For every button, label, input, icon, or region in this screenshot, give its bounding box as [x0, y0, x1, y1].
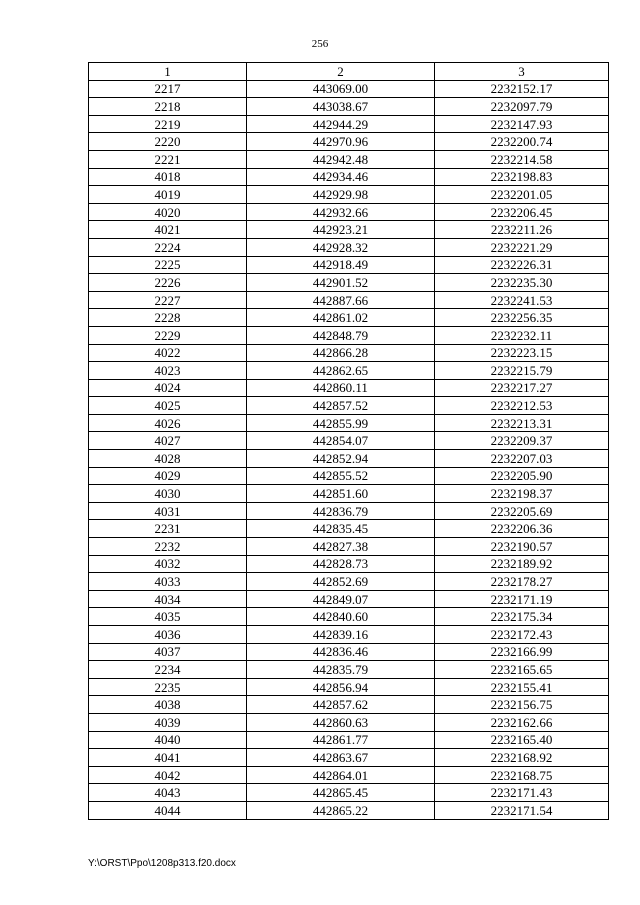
point-number-cell: 4035	[89, 608, 247, 626]
point-number-cell: 2226	[89, 274, 247, 292]
point-number-cell: 4037	[89, 643, 247, 661]
point-number-cell: 2224	[89, 238, 247, 256]
column-header-2: 2	[247, 63, 435, 81]
x-coordinate-cell: 442835.45	[247, 520, 435, 538]
y-coordinate-cell: 2232205.90	[435, 467, 609, 485]
table-row	[89, 450, 609, 468]
x-coordinate-cell: 442934.46	[247, 168, 435, 186]
x-coordinate-cell: 442855.52	[247, 467, 435, 485]
y-coordinate-cell: 2232152.17	[435, 80, 609, 98]
x-coordinate-cell: 442865.22	[247, 801, 435, 819]
y-coordinate-cell: 2232232.11	[435, 326, 609, 344]
point-number-cell: 2229	[89, 326, 247, 344]
table-row	[89, 713, 609, 731]
y-coordinate-cell: 2232200.74	[435, 133, 609, 151]
point-number-cell: 4024	[89, 379, 247, 397]
x-coordinate-cell: 442857.52	[247, 397, 435, 415]
x-coordinate-cell: 442863.67	[247, 749, 435, 767]
point-number-cell: 4032	[89, 555, 247, 573]
x-coordinate-cell: 442851.60	[247, 485, 435, 503]
coordinates-table	[88, 62, 609, 820]
x-coordinate-cell: 442854.07	[247, 432, 435, 450]
point-number-cell: 4029	[89, 467, 247, 485]
x-coordinate-cell: 442887.66	[247, 291, 435, 309]
y-coordinate-cell: 2232235.30	[435, 274, 609, 292]
point-number-cell: 2225	[89, 256, 247, 274]
x-coordinate-cell: 442849.07	[247, 590, 435, 608]
x-coordinate-cell: 442865.45	[247, 784, 435, 802]
point-number-cell: 2217	[89, 80, 247, 98]
table-row	[89, 238, 609, 256]
point-number-cell: 4044	[89, 801, 247, 819]
y-coordinate-cell: 2232171.19	[435, 590, 609, 608]
x-coordinate-cell: 442827.38	[247, 538, 435, 556]
x-coordinate-cell: 443069.00	[247, 80, 435, 98]
table-row	[89, 801, 609, 819]
x-coordinate-cell: 442861.02	[247, 309, 435, 327]
table-row	[89, 168, 609, 186]
table-row	[89, 661, 609, 679]
y-coordinate-cell: 2232178.27	[435, 573, 609, 591]
x-coordinate-cell: 442836.46	[247, 643, 435, 661]
y-coordinate-cell: 2232213.31	[435, 414, 609, 432]
table-row	[89, 397, 609, 415]
point-number-cell: 4031	[89, 502, 247, 520]
table-row	[89, 731, 609, 749]
point-number-cell: 4025	[89, 397, 247, 415]
table-row	[89, 186, 609, 204]
table-row	[89, 643, 609, 661]
table-row	[89, 274, 609, 292]
table-row	[89, 414, 609, 432]
x-coordinate-cell: 442828.73	[247, 555, 435, 573]
table-row	[89, 749, 609, 767]
table-row	[89, 485, 609, 503]
point-number-cell: 4042	[89, 766, 247, 784]
table-row	[89, 80, 609, 98]
table-row	[89, 784, 609, 802]
x-coordinate-cell: 442923.21	[247, 221, 435, 239]
y-coordinate-cell: 2232156.75	[435, 696, 609, 714]
table-row	[89, 766, 609, 784]
x-coordinate-cell: 442932.66	[247, 203, 435, 221]
point-number-cell: 2227	[89, 291, 247, 309]
y-coordinate-cell: 2232168.75	[435, 766, 609, 784]
table-row	[89, 502, 609, 520]
table-row	[89, 608, 609, 626]
point-number-cell: 2221	[89, 150, 247, 168]
point-number-cell: 4028	[89, 450, 247, 468]
x-coordinate-cell: 442839.16	[247, 626, 435, 644]
table-row	[89, 98, 609, 116]
point-number-cell: 4039	[89, 713, 247, 731]
y-coordinate-cell: 2232256.35	[435, 309, 609, 327]
x-coordinate-cell: 442970.96	[247, 133, 435, 151]
point-number-cell: 4038	[89, 696, 247, 714]
x-coordinate-cell: 442928.32	[247, 238, 435, 256]
table-row	[89, 590, 609, 608]
table-row	[89, 133, 609, 151]
table-row	[89, 256, 609, 274]
x-coordinate-cell: 442860.63	[247, 713, 435, 731]
y-coordinate-cell: 2232205.69	[435, 502, 609, 520]
y-coordinate-cell: 2232165.65	[435, 661, 609, 679]
table-body	[89, 80, 609, 819]
y-coordinate-cell: 2232097.79	[435, 98, 609, 116]
y-coordinate-cell: 2232155.41	[435, 678, 609, 696]
table-row	[89, 678, 609, 696]
y-coordinate-cell: 2232166.99	[435, 643, 609, 661]
y-coordinate-cell: 2232189.92	[435, 555, 609, 573]
point-number-cell: 4026	[89, 414, 247, 432]
point-number-cell: 2220	[89, 133, 247, 151]
point-number-cell: 4027	[89, 432, 247, 450]
y-coordinate-cell: 2232198.83	[435, 168, 609, 186]
x-coordinate-cell: 442848.79	[247, 326, 435, 344]
y-coordinate-cell: 2232215.79	[435, 362, 609, 380]
x-coordinate-cell: 443038.67	[247, 98, 435, 116]
y-coordinate-cell: 2232226.31	[435, 256, 609, 274]
table-row	[89, 432, 609, 450]
table-row	[89, 538, 609, 556]
y-coordinate-cell: 2232209.37	[435, 432, 609, 450]
y-coordinate-cell: 2232172.43	[435, 626, 609, 644]
point-number-cell: 4020	[89, 203, 247, 221]
table-row	[89, 309, 609, 327]
x-coordinate-cell: 442856.94	[247, 678, 435, 696]
point-number-cell: 4034	[89, 590, 247, 608]
point-number-cell: 2234	[89, 661, 247, 679]
table-header	[89, 63, 609, 81]
x-coordinate-cell: 442857.62	[247, 696, 435, 714]
y-coordinate-cell: 2232206.45	[435, 203, 609, 221]
point-number-cell: 2231	[89, 520, 247, 538]
y-coordinate-cell: 2232241.53	[435, 291, 609, 309]
point-number-cell: 4030	[89, 485, 247, 503]
point-number-cell: 4040	[89, 731, 247, 749]
point-number-cell: 4041	[89, 749, 247, 767]
y-coordinate-cell: 2232175.34	[435, 608, 609, 626]
x-coordinate-cell: 442944.29	[247, 115, 435, 133]
point-number-cell: 4033	[89, 573, 247, 591]
y-coordinate-cell: 2232168.92	[435, 749, 609, 767]
x-coordinate-cell: 442835.79	[247, 661, 435, 679]
point-number-cell: 4036	[89, 626, 247, 644]
footer-file-path: Y:\ORST\Ppo\1208p313.f20.docx	[88, 858, 236, 869]
y-coordinate-cell: 2232147.93	[435, 115, 609, 133]
point-number-cell: 4022	[89, 344, 247, 362]
point-number-cell: 4023	[89, 362, 247, 380]
x-coordinate-cell: 442860.11	[247, 379, 435, 397]
table-row	[89, 573, 609, 591]
point-number-cell: 4043	[89, 784, 247, 802]
point-number-cell: 2218	[89, 98, 247, 116]
y-coordinate-cell: 2232162.66	[435, 713, 609, 731]
point-number-cell: 2219	[89, 115, 247, 133]
x-coordinate-cell: 442901.52	[247, 274, 435, 292]
table-row	[89, 696, 609, 714]
point-number-cell: 4021	[89, 221, 247, 239]
y-coordinate-cell: 2232206.36	[435, 520, 609, 538]
table-row	[89, 326, 609, 344]
y-coordinate-cell: 2232165.40	[435, 731, 609, 749]
x-coordinate-cell: 442862.65	[247, 362, 435, 380]
y-coordinate-cell: 2232171.43	[435, 784, 609, 802]
x-coordinate-cell: 442866.28	[247, 344, 435, 362]
x-coordinate-cell: 442864.01	[247, 766, 435, 784]
y-coordinate-cell: 2232221.29	[435, 238, 609, 256]
table-row	[89, 362, 609, 380]
y-coordinate-cell: 2232214.58	[435, 150, 609, 168]
y-coordinate-cell: 2232217.27	[435, 379, 609, 397]
y-coordinate-cell: 2232198.37	[435, 485, 609, 503]
column-header-1: 1	[89, 63, 247, 81]
header-row	[89, 63, 609, 81]
table-row	[89, 626, 609, 644]
column-header-3: 3	[435, 63, 609, 81]
x-coordinate-cell: 442861.77	[247, 731, 435, 749]
x-coordinate-cell: 442929.98	[247, 186, 435, 204]
table-row	[89, 115, 609, 133]
x-coordinate-cell: 442840.60	[247, 608, 435, 626]
point-number-cell: 4018	[89, 168, 247, 186]
y-coordinate-cell: 2232201.05	[435, 186, 609, 204]
y-coordinate-cell: 2232212.53	[435, 397, 609, 415]
x-coordinate-cell: 442836.79	[247, 502, 435, 520]
table-row	[89, 520, 609, 538]
table-row	[89, 379, 609, 397]
y-coordinate-cell: 2232190.57	[435, 538, 609, 556]
y-coordinate-cell: 2232207.03	[435, 450, 609, 468]
x-coordinate-cell: 442855.99	[247, 414, 435, 432]
table-row	[89, 203, 609, 221]
table-row	[89, 555, 609, 573]
page-number: 256	[311, 38, 329, 50]
point-number-cell: 2232	[89, 538, 247, 556]
table-row	[89, 344, 609, 362]
x-coordinate-cell: 442852.69	[247, 573, 435, 591]
point-number-cell: 4019	[89, 186, 247, 204]
y-coordinate-cell: 2232211.26	[435, 221, 609, 239]
x-coordinate-cell: 442852.94	[247, 450, 435, 468]
point-number-cell: 2228	[89, 309, 247, 327]
x-coordinate-cell: 442942.48	[247, 150, 435, 168]
table-row	[89, 291, 609, 309]
x-coordinate-cell: 442918.49	[247, 256, 435, 274]
table-row	[89, 467, 609, 485]
table-row	[89, 221, 609, 239]
table-row	[89, 150, 609, 168]
y-coordinate-cell: 2232171.54	[435, 801, 609, 819]
y-coordinate-cell: 2232223.15	[435, 344, 609, 362]
point-number-cell: 2235	[89, 678, 247, 696]
